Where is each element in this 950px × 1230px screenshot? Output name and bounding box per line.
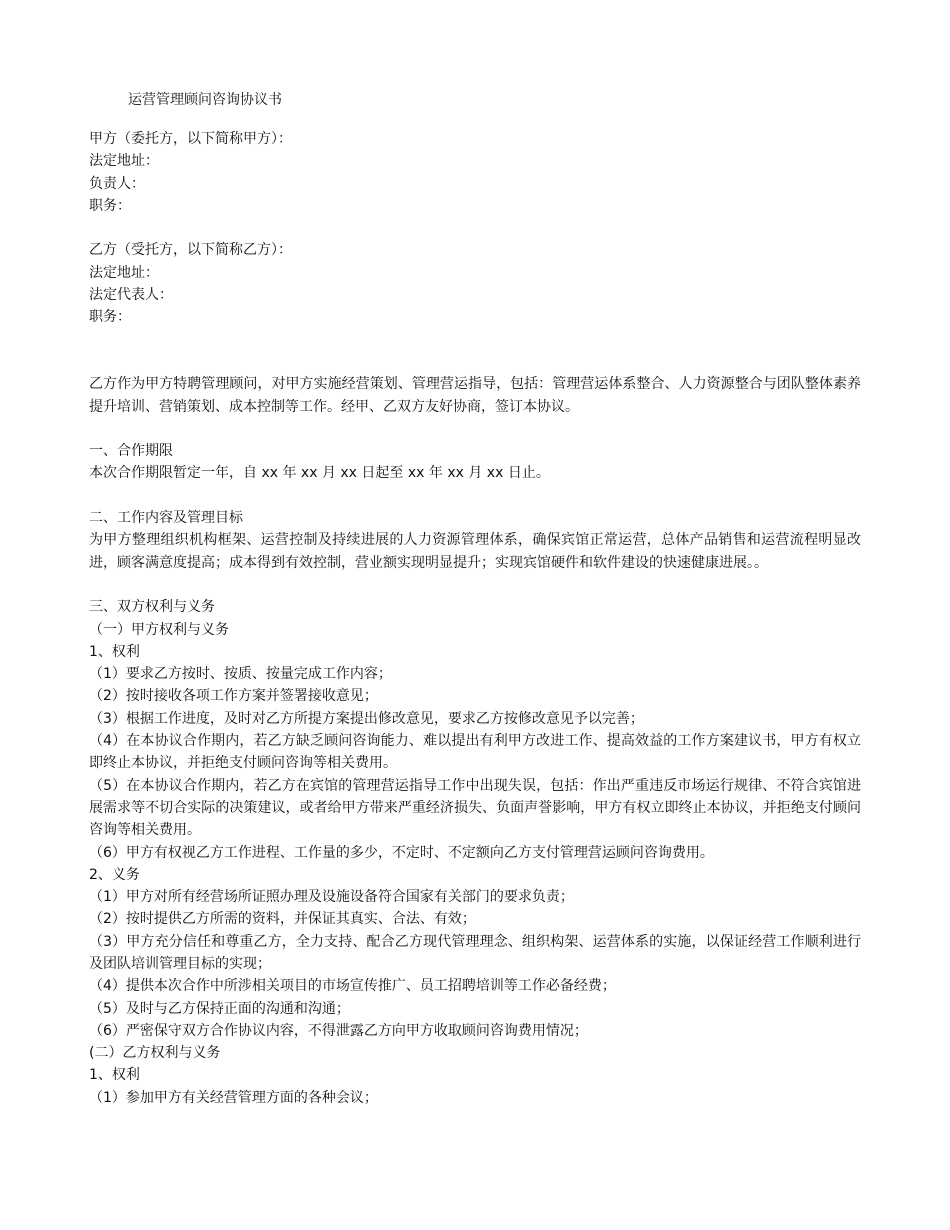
party-a-rights-duties-heading: （一）甲方权利与义务 xyxy=(89,621,229,638)
party-b-rights-duties-heading: (二）乙方权利与义务 xyxy=(89,1045,221,1062)
duties-item: （3）甲方充分信任和尊重乙方，全力支持、配合乙方现代管理理念、组织构架、运营体系的实施，以保证经营工作顺利进行及团队培训管理目标的实现； xyxy=(89,933,861,972)
duties-item: （4）提供本次合作中所涉相关项目的市场宣传推广、员工招聘培训等工作必备经费； xyxy=(89,978,616,995)
duties-heading: 2、义务 xyxy=(89,866,140,883)
section-2-heading: 二、工作内容及管理目标 xyxy=(89,510,243,527)
duties-item: （5）及时与乙方保持正面的沟通和沟通； xyxy=(89,1000,350,1017)
section-1-heading: 一、合作期限 xyxy=(89,443,173,460)
rights-heading: 1、权利 xyxy=(89,643,140,660)
spacer xyxy=(89,418,861,440)
rights-item: （3）根据工作进度，及时对乙方所提方案提出修改意见，要求乙方按修改意见予以完善； xyxy=(89,710,644,727)
section-2-text: 为甲方整理组织机构框架、运营控制及持续进展的人力资源管理体系，确保宾馆正常运营，总体产品销售和运营流程明显改进，顾客满意度提高；成本得到有效控制，营业额实现明显提升；实现宾馆硬件和软件建设的快速健康进展。。 xyxy=(89,532,861,571)
party-b-rights-heading: 1、权利 xyxy=(89,1067,140,1084)
rights-item: （6）甲方有权视乙方工作进程、工作量的多少，不定时、不定额向乙方支付管理营运顾问咨询费用。 xyxy=(89,844,714,861)
rights-item: （2）按时接收各项工作方案并签署接收意见； xyxy=(89,688,378,705)
spacer xyxy=(89,329,861,374)
section-1-text: 本次合作期限暂定一年，自 xx 年 xx 月 xx 日起至 xx 年 xx 月 xx 日止。 xyxy=(89,465,550,482)
document-body xyxy=(89,128,861,1109)
rights-item: （4）在本协议合作期内，若乙方缺乏顾问咨询能力、难以提出有利甲方改进工作、提高效益的工作方案建议书，甲方有权立即终止本协议，并拒绝支付顾问咨询等相关费用。 xyxy=(89,733,861,772)
party-a-position: 职务： xyxy=(89,197,131,214)
party-b-representative: 法定代表人： xyxy=(89,287,173,304)
duties-item: （2）按时提供乙方所需的资料，并保证其真实、合法、有效； xyxy=(89,911,476,928)
duties-item: （6）严密保守双方合作协议内容，不得泄露乙方向甲方收取顾问咨询费用情况； xyxy=(89,1022,588,1039)
party-a-address: 法定地址： xyxy=(89,153,159,170)
party-a-person: 负责人： xyxy=(89,175,145,192)
rights-item: （1）要求乙方按时、按质、按量完成工作内容； xyxy=(89,666,392,683)
rights-item: （5）在本协议合作期内，若乙方在宾馆的管理营运指导工作中出现失误，包括：作出严重违反市场运行规律、不符合宾馆进展需求等不切合实际的决策建议，或者给甲方带来严重经济损失、负面声誉影响，甲方有权立即终止本协议，并拒绝支付顾问咨询等相关费用。 xyxy=(89,777,861,839)
party-b-position: 职务： xyxy=(89,309,131,326)
document-title: 运营管理顾问咨询协议书 xyxy=(128,92,282,108)
party-b-address: 法定地址： xyxy=(89,264,159,281)
section-3-heading: 三、双方权利与义务 xyxy=(89,599,215,616)
party-a-heading: 甲方（委托方，以下简称甲方）： xyxy=(89,131,292,147)
intro-paragraph: 乙方作为甲方特聘管理顾问，对甲方实施经营策划、管理营运指导，包括：管理营运体系整合、人力资源整合与团队整体素养提升培训、营销策划、成本控制等工作。经甲、乙双方友好协商，签订本协议。 xyxy=(89,376,861,415)
spacer xyxy=(89,217,861,239)
party-b-rights-item: （1）参加甲方有关经营管理方面的各种会议； xyxy=(89,1089,378,1106)
spacer xyxy=(89,485,861,507)
spacer xyxy=(89,574,861,596)
duties-item: （1）甲方对所有经营场所证照办理及设施设备符合国家有关部门的要求负责； xyxy=(89,889,574,906)
party-b-heading: 乙方（受托方，以下简称乙方）： xyxy=(89,242,292,259)
